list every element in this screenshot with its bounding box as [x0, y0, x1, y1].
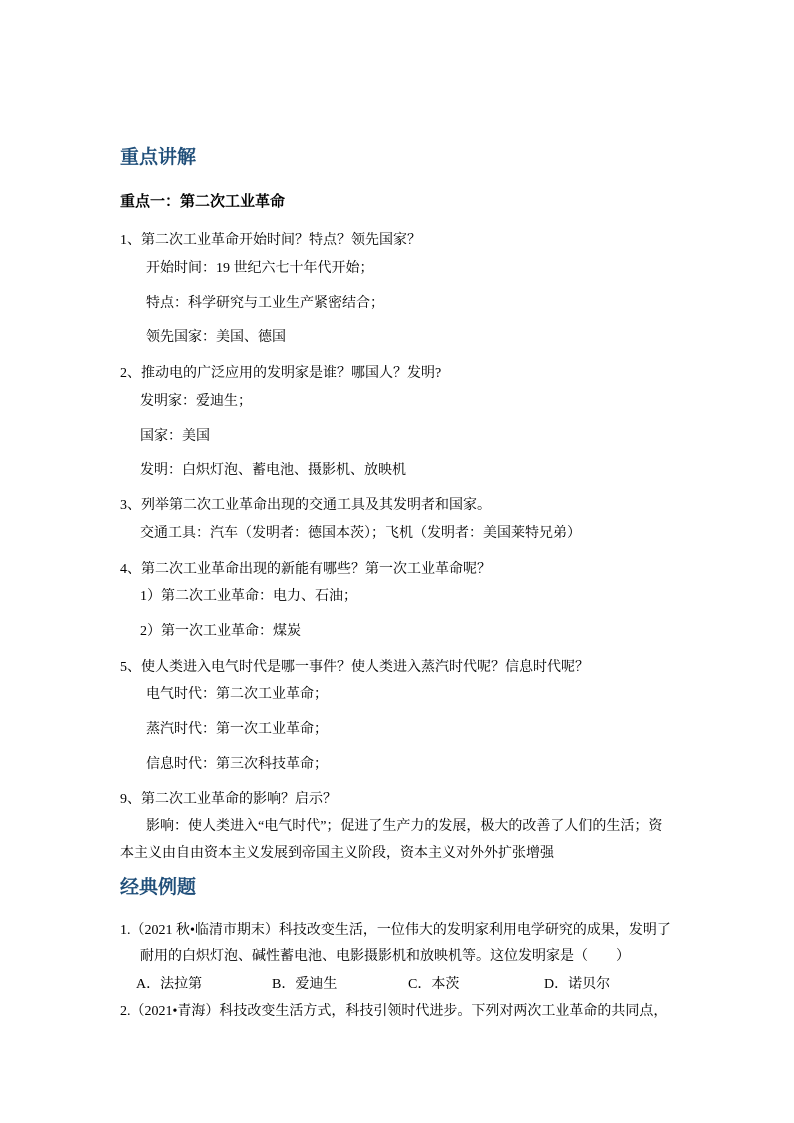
answer-2-country: 国家：美国 — [140, 429, 210, 444]
answer-2-inventions: 发明：白炽灯泡、蓄电池、摄影机、放映机 — [140, 463, 406, 478]
section-title-examples: 经典例题 — [120, 877, 197, 898]
example-1-line-2: 耐用的白炽灯泡、碱性蓄电池、电影摄影机和放映机等。这位发明家是（ ） — [140, 949, 630, 964]
example-1-option-b: B．爱迪生 — [272, 977, 338, 992]
answer-1-countries: 领先国家：美国、德国 — [146, 330, 286, 345]
question-4: 4、第二次工业革命出现的新能有哪些？第一次工业革命呢？ — [120, 562, 491, 577]
answer-9-line-2: 本主义由自由资本主义发展到帝国主义阶段，资本主义对外外扩张增强 — [120, 846, 554, 861]
section-title-key-points: 重点讲解 — [120, 147, 197, 168]
example-1-option-a: A．法拉第 — [136, 977, 203, 992]
answer-1-start-time: 开始时间：19 世纪六七十年代开始； — [146, 261, 374, 276]
answer-5-electric-age: 电气时代：第二次工业革命； — [146, 687, 328, 702]
answer-1-feature: 特点：科学研究与工业生产紧密结合； — [146, 296, 384, 311]
example-1-line-1: 1.（2021 秋•临清市期末）科技改变生活，一位伟大的发明家利用电学研究的成果，发明了 — [120, 923, 671, 938]
subsection-title: 重点一：第二次工业革命 — [120, 194, 286, 210]
answer-4-second-revolution: 1）第二次工业革命：电力、石油； — [140, 589, 357, 604]
answer-5-information-age: 信息时代：第三次科技革命； — [146, 757, 328, 772]
answer-2-inventor: 发明家：爱迪生； — [140, 394, 252, 409]
answer-5-steam-age: 蒸汽时代：第一次工业革命； — [146, 722, 328, 737]
example-2-line-1: 2.（2021•青海）科技改变生活方式，科技引领时代进步。下列对两次工业革命的共同点， — [120, 1004, 668, 1019]
question-1: 1、第二次工业革命开始时间？特点？领先国家？ — [120, 233, 421, 248]
example-1-option-d: D．诺贝尔 — [544, 977, 611, 992]
question-9: 9、第二次工业革命的影响？启示？ — [120, 792, 337, 807]
question-5: 5、使人类进入电气时代是哪一事件？使人类进入蒸汽时代呢？信息时代呢？ — [120, 660, 589, 675]
question-3: 3、列举第二次工业革命出现的交通工具及其发明者和国家。 — [120, 498, 491, 513]
example-1-option-c: C．本茨 — [408, 977, 460, 992]
answer-4-first-revolution: 2）第一次工业革命：煤炭 — [140, 624, 301, 639]
answer-3-transport: 交通工具：汽车（发明者：德国本茨）；飞机（发明者：美国莱特兄弟） — [140, 526, 581, 541]
question-2: 2、推动电的广泛应用的发明家是谁？哪国人？发明? — [120, 366, 442, 381]
answer-9-line-1: 影响：使人类进入“电气时代”；促进了生产力的发展，极大的改善了人们的生活；资 — [146, 819, 663, 834]
